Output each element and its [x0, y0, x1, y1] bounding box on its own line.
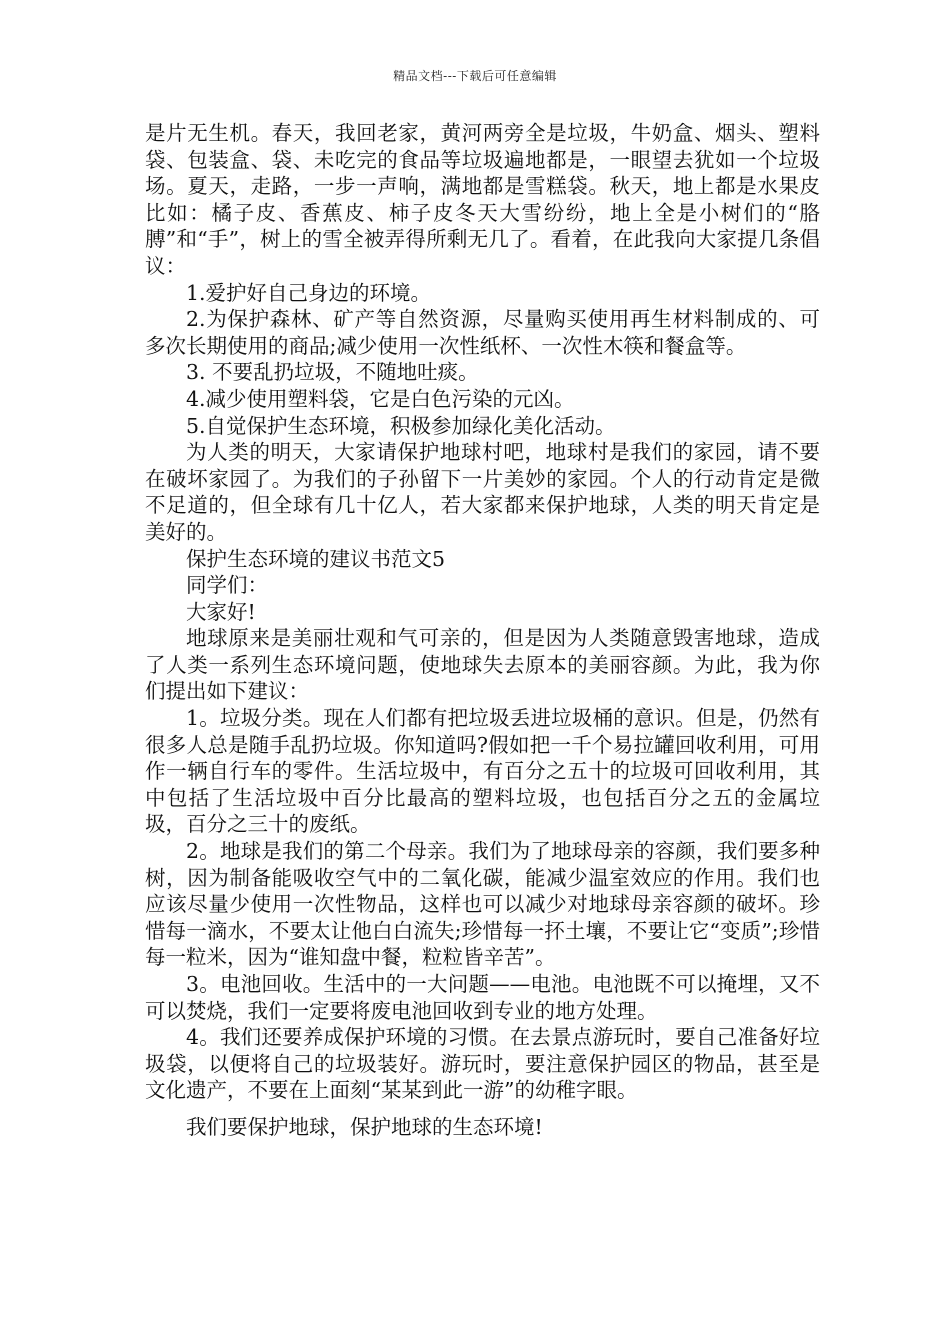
paragraph: 2。地球是我们的第二个母亲。我们为了地球母亲的容颜，我们要多种树，因为制备能吸收空气中的二氧化碳，能减少温室效应的作用。我们也应该尽量少使用一次性物品，这样也可以减少对地球母亲容颜的破坏。珍惜每一滴水，不要太让他白白流失;珍惜每一抔土壤，不要让它“变质”;珍惜每一粒米，因为“谁知盘中餐，粒粒皆辛苦”。: [145, 839, 820, 970]
paragraph: 是片无生机。春天，我回老家，黄河两旁全是垃圾，牛奶盒、烟头、塑料袋、包装盒、袋、未吃完的食品等垃圾遍地都是，一眼望去犹如一个垃圾场。夏天，走路，一步一声响，满地都是雪糕袋。秋天，地上都是水果皮比如：橘子皮、香蕉皮、柿子皮冬天大雪纷纷，地上全是小树们的“胳膊”和“手”，树上的雪全被弄得所剩无几了。看着，在此我向大家提几条倡议：: [145, 121, 820, 278]
paragraph: 5.自觉保护生态环境，积极参加绿化美化活动。: [186, 413, 616, 438]
document-body: [145, 120, 820, 1141]
paragraph: 4。我们还要养成保护环境的习惯。在去景点游玩时，要自己准备好垃圾袋，以便将自己的垃圾装好。游玩时，要注意保护园区的物品，甚至是文化遗产，不要在上面刻“某某到此一游”的幼稚字眼。: [145, 1025, 820, 1103]
paragraph: 1。垃圾分类。现在人们都有把垃圾丢进垃圾桶的意识。但是，仍然有很多人总是随手乱扔垃圾。你知道吗?假如把一千个易拉罐回收利用，可用作一辆自行车的零件。生活垃圾中，有百分之五十的垃圾可回收利用，其中包括了生活垃圾中百分比最高的塑料垃圾，也包括百分之五的金属垃圾，百分之三十的废纸。: [145, 706, 820, 837]
paragraph: 地球原来是美丽壮观和气可亲的，但是因为人类随意毁害地球，造成了人类一系列生态环境问题，使地球失去原本的美丽容颜。为此，我为你们提出如下建议：: [145, 626, 820, 704]
paragraph: 3。电池回收。生活中的一大问题——电池。电池既不可以掩埋，又不可以焚烧，我们一定要将废电池回收到专业的地方处理。: [145, 972, 820, 1023]
greeting: 大家好!: [186, 599, 256, 624]
paragraph: 4.减少使用塑料袋，它是白色污染的元凶。: [186, 386, 575, 411]
section-title: 保护生态环境的建议书范文5: [186, 546, 446, 571]
closing-line: 我们要保护地球，保护地球的生态环境!: [186, 1114, 543, 1139]
salutation: 同学们：: [186, 573, 268, 598]
paragraph: 2.为保护森林、矿产等自然资源，尽量购买使用再生材料制成的、可多次长期使用的商品;减少使用一次性纸杯、一次性木筷和餐盒等。: [145, 307, 820, 358]
paragraph: 为人类的明天，大家请保护地球村吧，地球村是我们的家园，请不要在破坏家园了。为我们的子孙留下一片美妙的家园。个人的行动肯定是微不足道的，但全球有几十亿人，若大家都来保护地球，人类的明天肯定是美好的。: [145, 440, 820, 544]
paragraph: 3. 不要乱扔垃圾，不随地吐痰。: [186, 360, 479, 385]
paragraph: 1.爱护好自己身边的环境。: [186, 280, 432, 305]
page-header: 精品文档---下载后可任意编辑: [393, 69, 557, 83]
